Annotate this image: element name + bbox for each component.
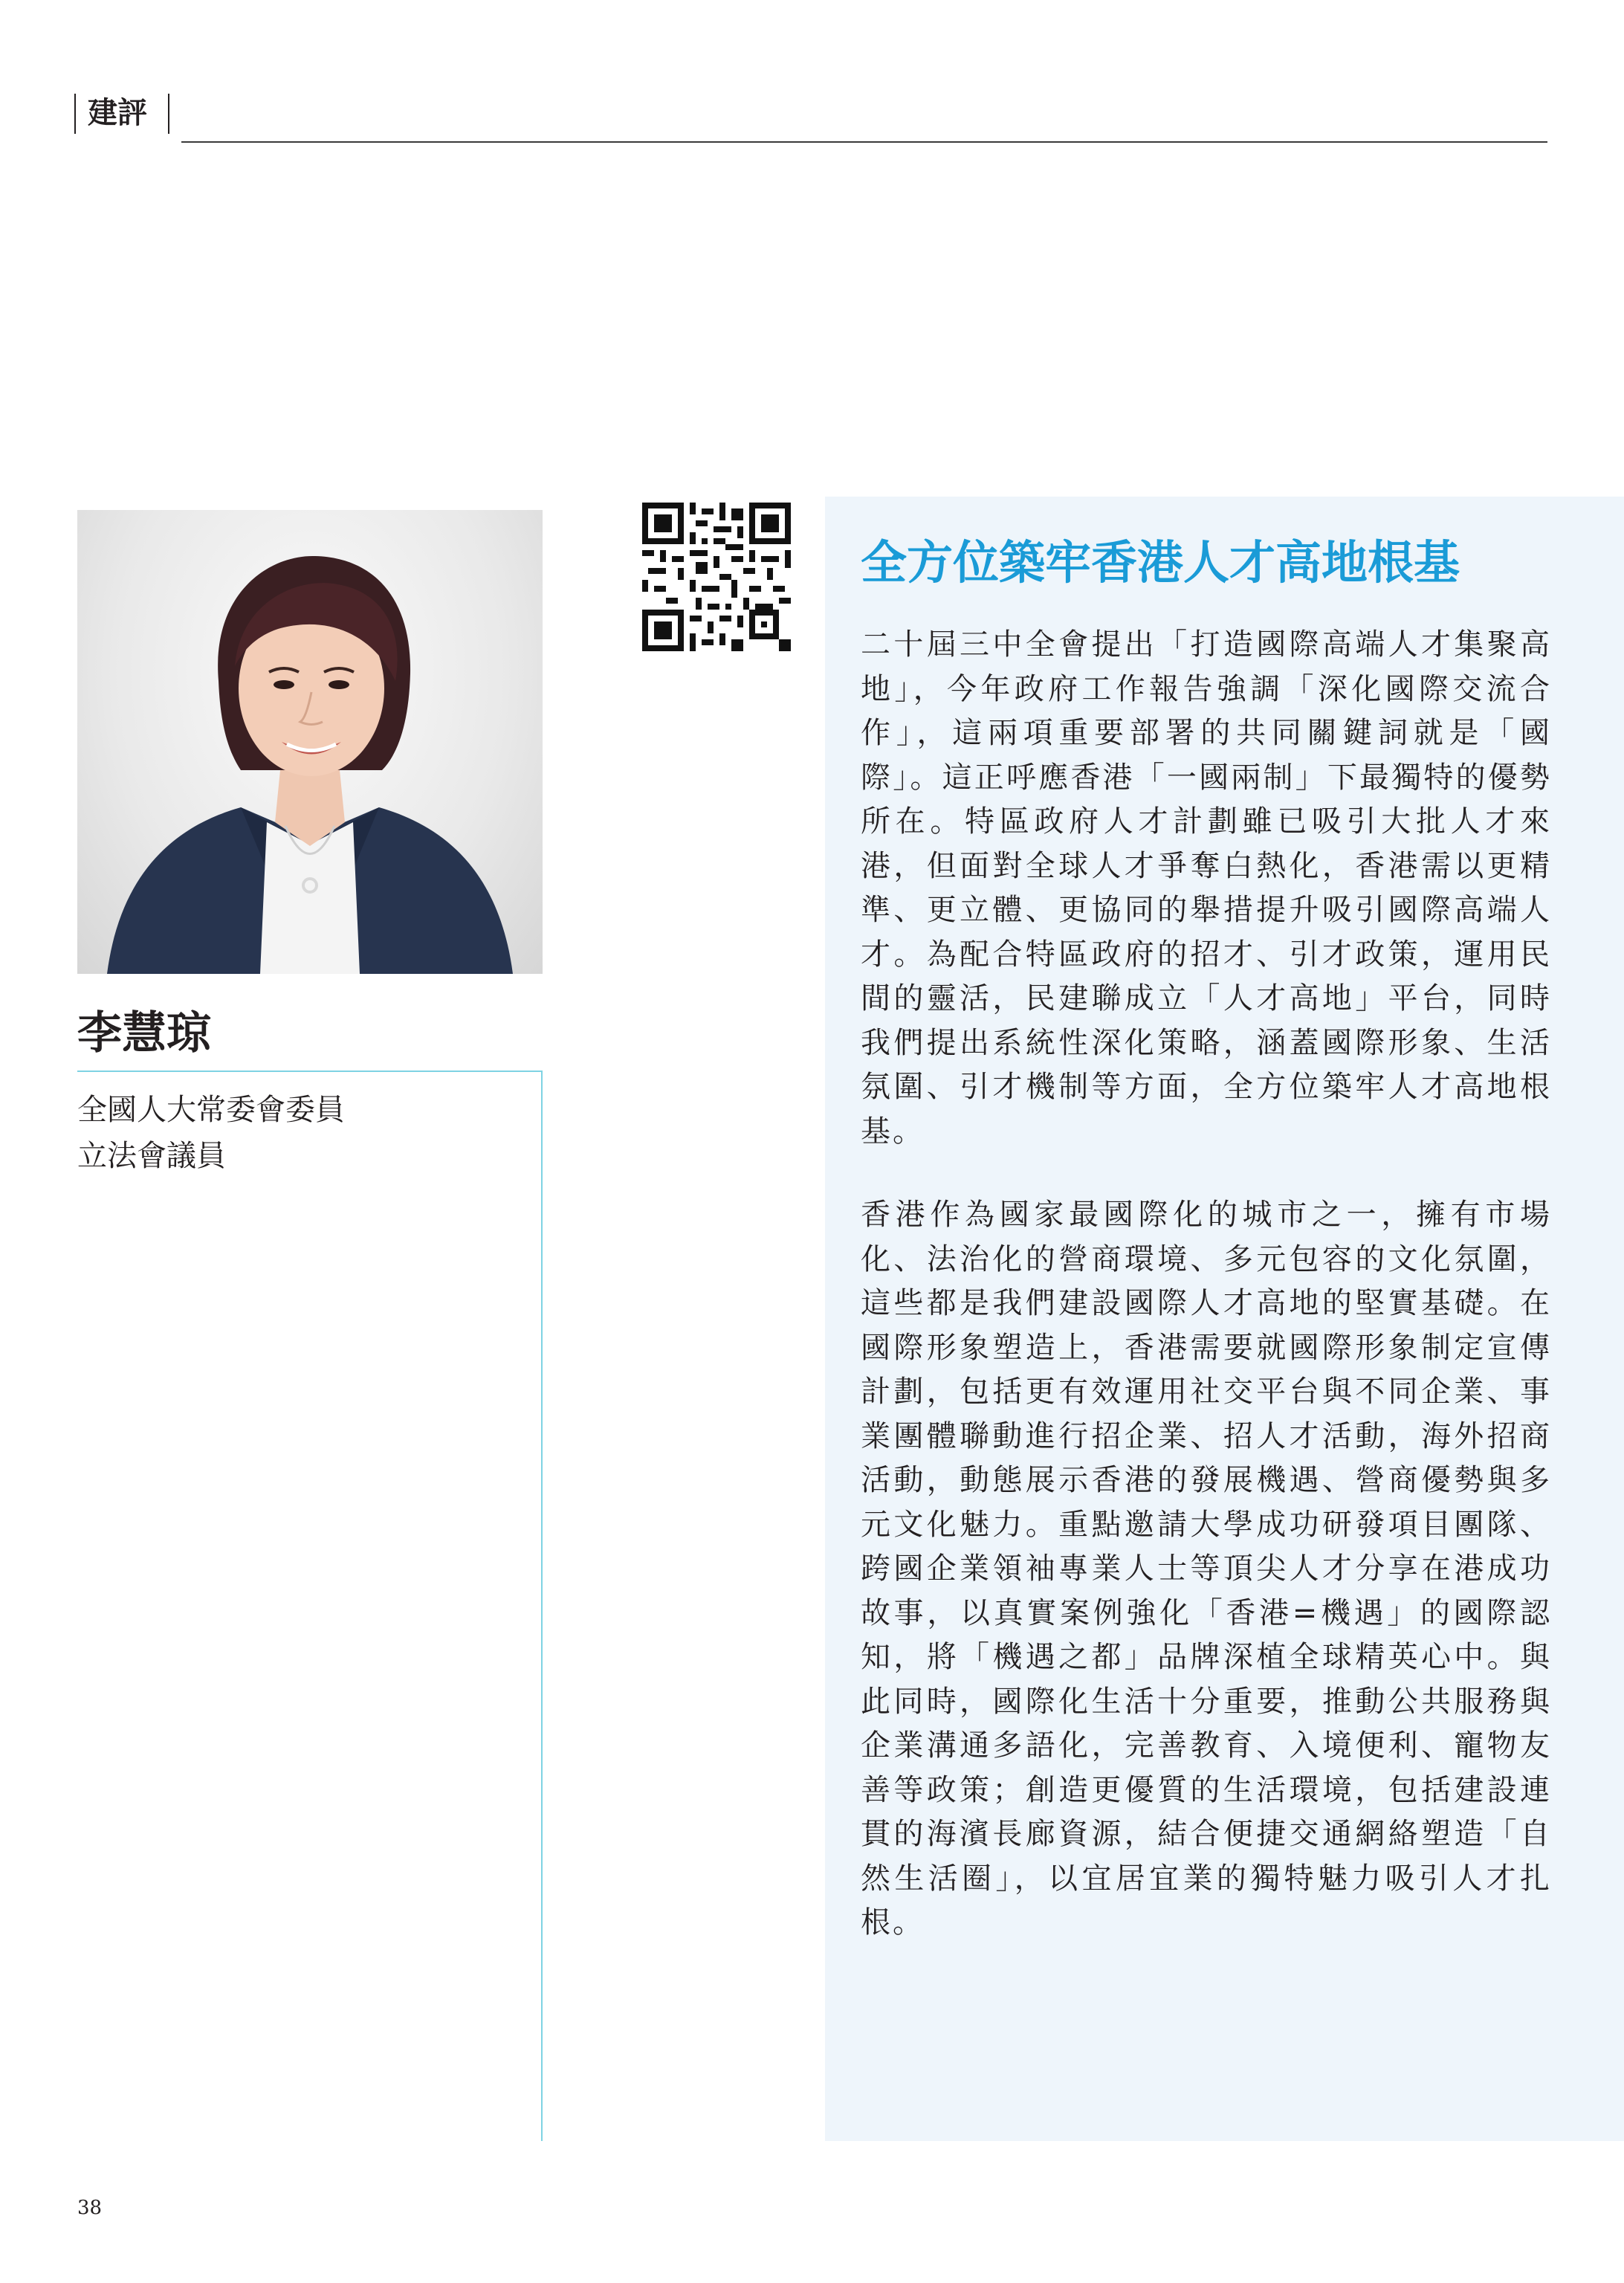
article-paragraph: 香港作為國家最國際化的城市之一，擁有市場化、法治化的營商環境、多元包容的文化氛圍，這些都是我們建設國際人才高地的堅實基礎。在國際形象塑造上，香港需要就國際形象制定宣傳計劃，包括更有效運用社交平台與不同企業、事業團體聯動進行招企業、招人才活動，海外招商活動，動態展示香港的發展機遇、營商優勢與多元文化魅力。重點邀請大學成功研發項目團隊、跨國企業領袖專業人士等頂尖人才分享在港成功故事，以真實案例強化「香港=機遇」的國際認知，將「機遇之都」品牌深植全球精英心中。與此同時，國際化生活十分重要，推動公共服務與企業溝通多語化，完善教育、入境便利、寵物友善等政策；創造更優質的生活環境，包括建設連貫的海濱長廊資源，結合便捷交通網絡塑造「自然生活圈」，以宜居宜業的獨特魅力吸引人才扎根。 [861,1198,1552,1940]
author-title: 全國人大常委會委員 [77,1093,345,1127]
section-label: 建評 [88,95,147,130]
author-title: 立法會議員 [77,1139,226,1173]
portrait-illustration [77,510,543,974]
header-left-bar [74,94,76,134]
article-title: 全方位築牢香港人才高地根基 [861,535,1460,590]
author-name: 李慧琼 [77,1007,211,1059]
author-titles [77,1087,345,1179]
header-rule [181,141,1547,143]
author-name-rule [77,1071,543,1072]
qr-code-icon[interactable] [642,503,791,651]
page-number: 38 [77,2197,103,2219]
header-right-bar [168,94,169,134]
portrait-photo [77,510,543,974]
column-divider [541,1071,543,2141]
article-paragraph: 二十屆三中全會提出「打造國際高端人才集聚高地」，今年政府工作報告強調「深化國際交流合作」，這兩項重要部署的共同關鍵詞就是「國際」。這正呼應香港「一國兩制」下最獨特的優勢所在。特區政府人才計劃雖已吸引大批人才來港，但面對全球人才爭奪白熱化，香港需以更精準、更立體、更協同的舉措提升吸引國際高端人才。為配合特區政府的招才、引才政策，運用民間的靈活，民建聯成立「人才高地」平台，同時我們提出系統性深化策略，涵蓋國際形象、生活氛圍、引才機制等方面，全方位築牢人才高地根基。 [861,627,1552,1149]
